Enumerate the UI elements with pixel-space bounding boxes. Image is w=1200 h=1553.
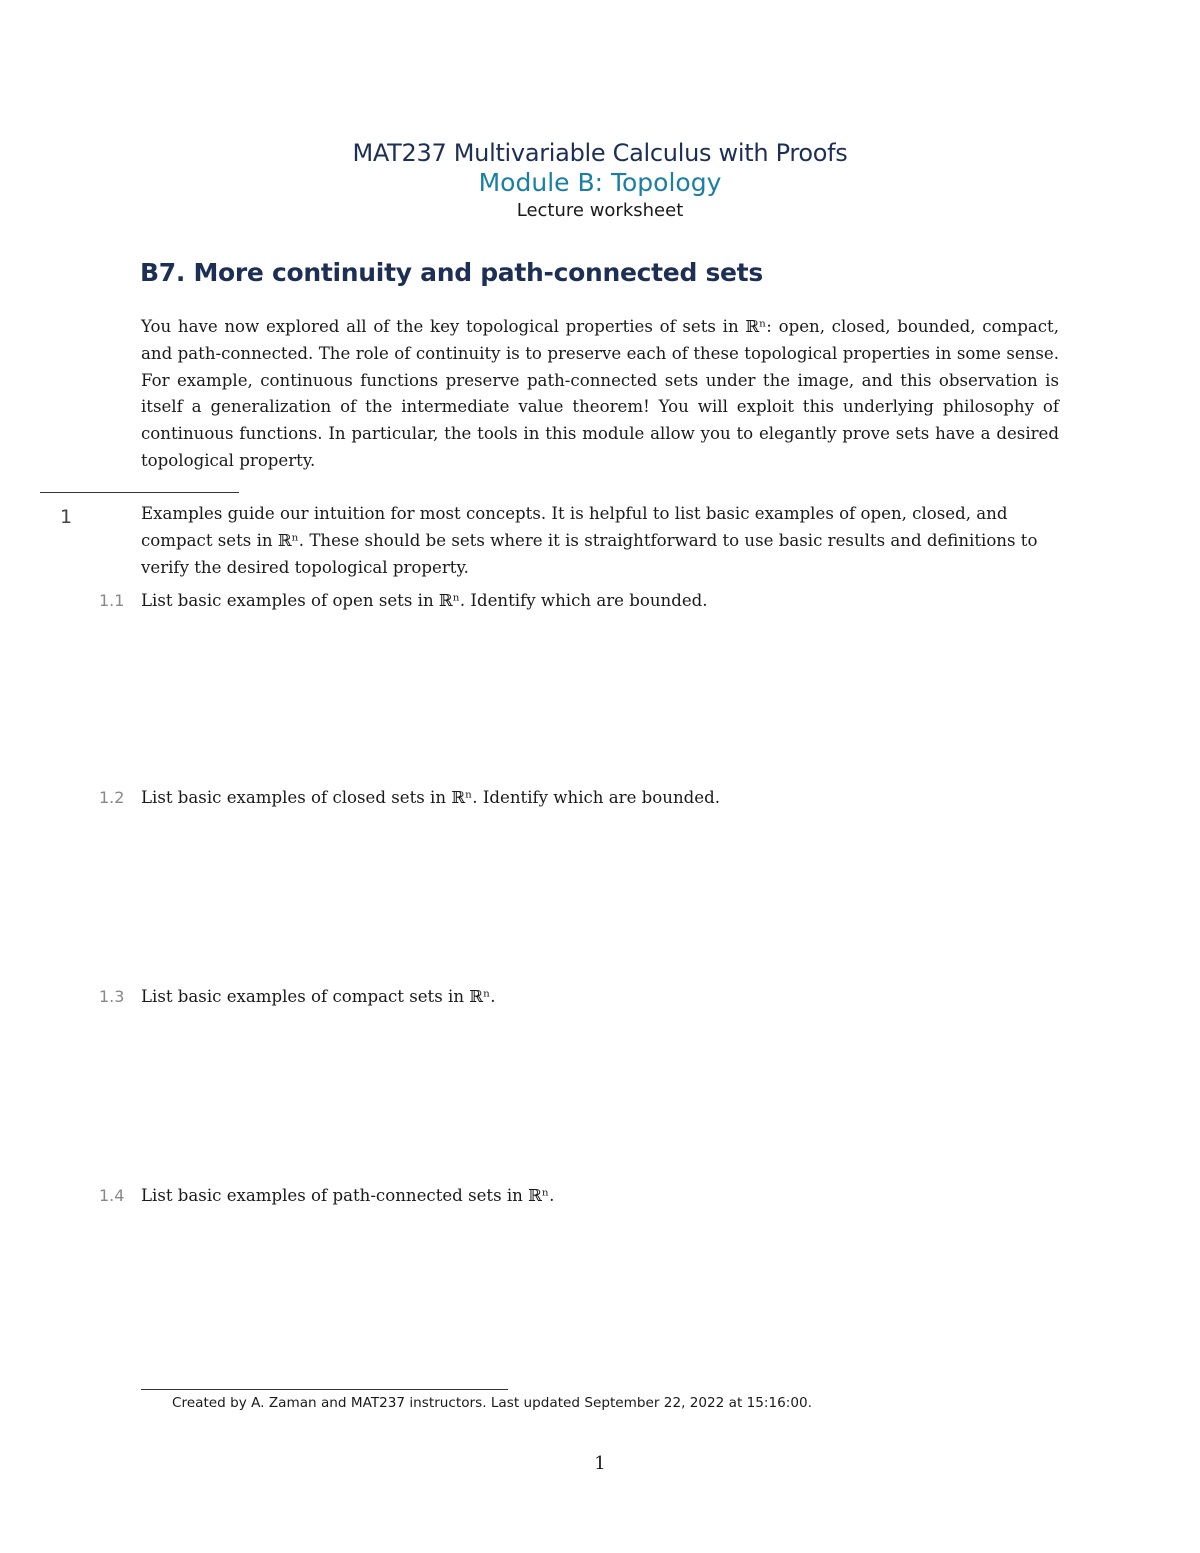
part-number: 1.4 <box>99 1186 125 1205</box>
question-text: Examples guide our intuition for most concepts. It is helpful to list basic examples of open, closed, and compact sets in ℝⁿ. These should be sets where it is straightforward to use basic results and definitions to verify the desired topological property. <box>141 504 1038 577</box>
part-text: List basic examples of closed sets in ℝⁿ. Identify which are bounded. <box>141 788 720 807</box>
part-text: List basic examples of open sets in ℝⁿ. Identify which are bounded. <box>141 591 708 610</box>
module-title: Module B: Topology <box>478 168 722 197</box>
worksheet-subtitle: Lecture worksheet <box>516 200 684 221</box>
question-divider <box>40 492 239 493</box>
section-title: B7. More continuity and path-connected sets <box>140 258 763 287</box>
part-number: 1.2 <box>99 788 125 807</box>
footnote-divider <box>141 1389 508 1390</box>
title-block <box>0 138 1200 224</box>
part-number: 1.1 <box>99 591 125 610</box>
part-number: 1.3 <box>99 987 125 1006</box>
part-text: List basic examples of compact sets in ℝⁿ. <box>141 987 496 1006</box>
part-text: List basic examples of path-connected sets in ℝⁿ. <box>141 1186 555 1205</box>
question-number: 1 <box>60 506 73 528</box>
course-title: MAT237 Multivariable Calculus with Proofs <box>352 139 848 167</box>
footnote: Created by A. Zaman and MAT237 instructors. Last updated September 22, 2022 at 15:16:00. <box>172 1395 813 1411</box>
page-number: 1 <box>594 1453 606 1474</box>
intro-paragraph: You have now explored all of the key topological properties of sets in ℝⁿ: open, closed, bounded, compact, and path-connected. The role of continuity is to preserve each of these topological properties in some sense. For example, continuous functions preserve path-connected sets under the image, and this observation is itself a generalization of the intermediate value theorem! You will exploit this underlying philosophy of continuous functions. In particular, the tools in this module allow you to elegantly prove sets have a desired topological property. <box>141 317 1059 470</box>
